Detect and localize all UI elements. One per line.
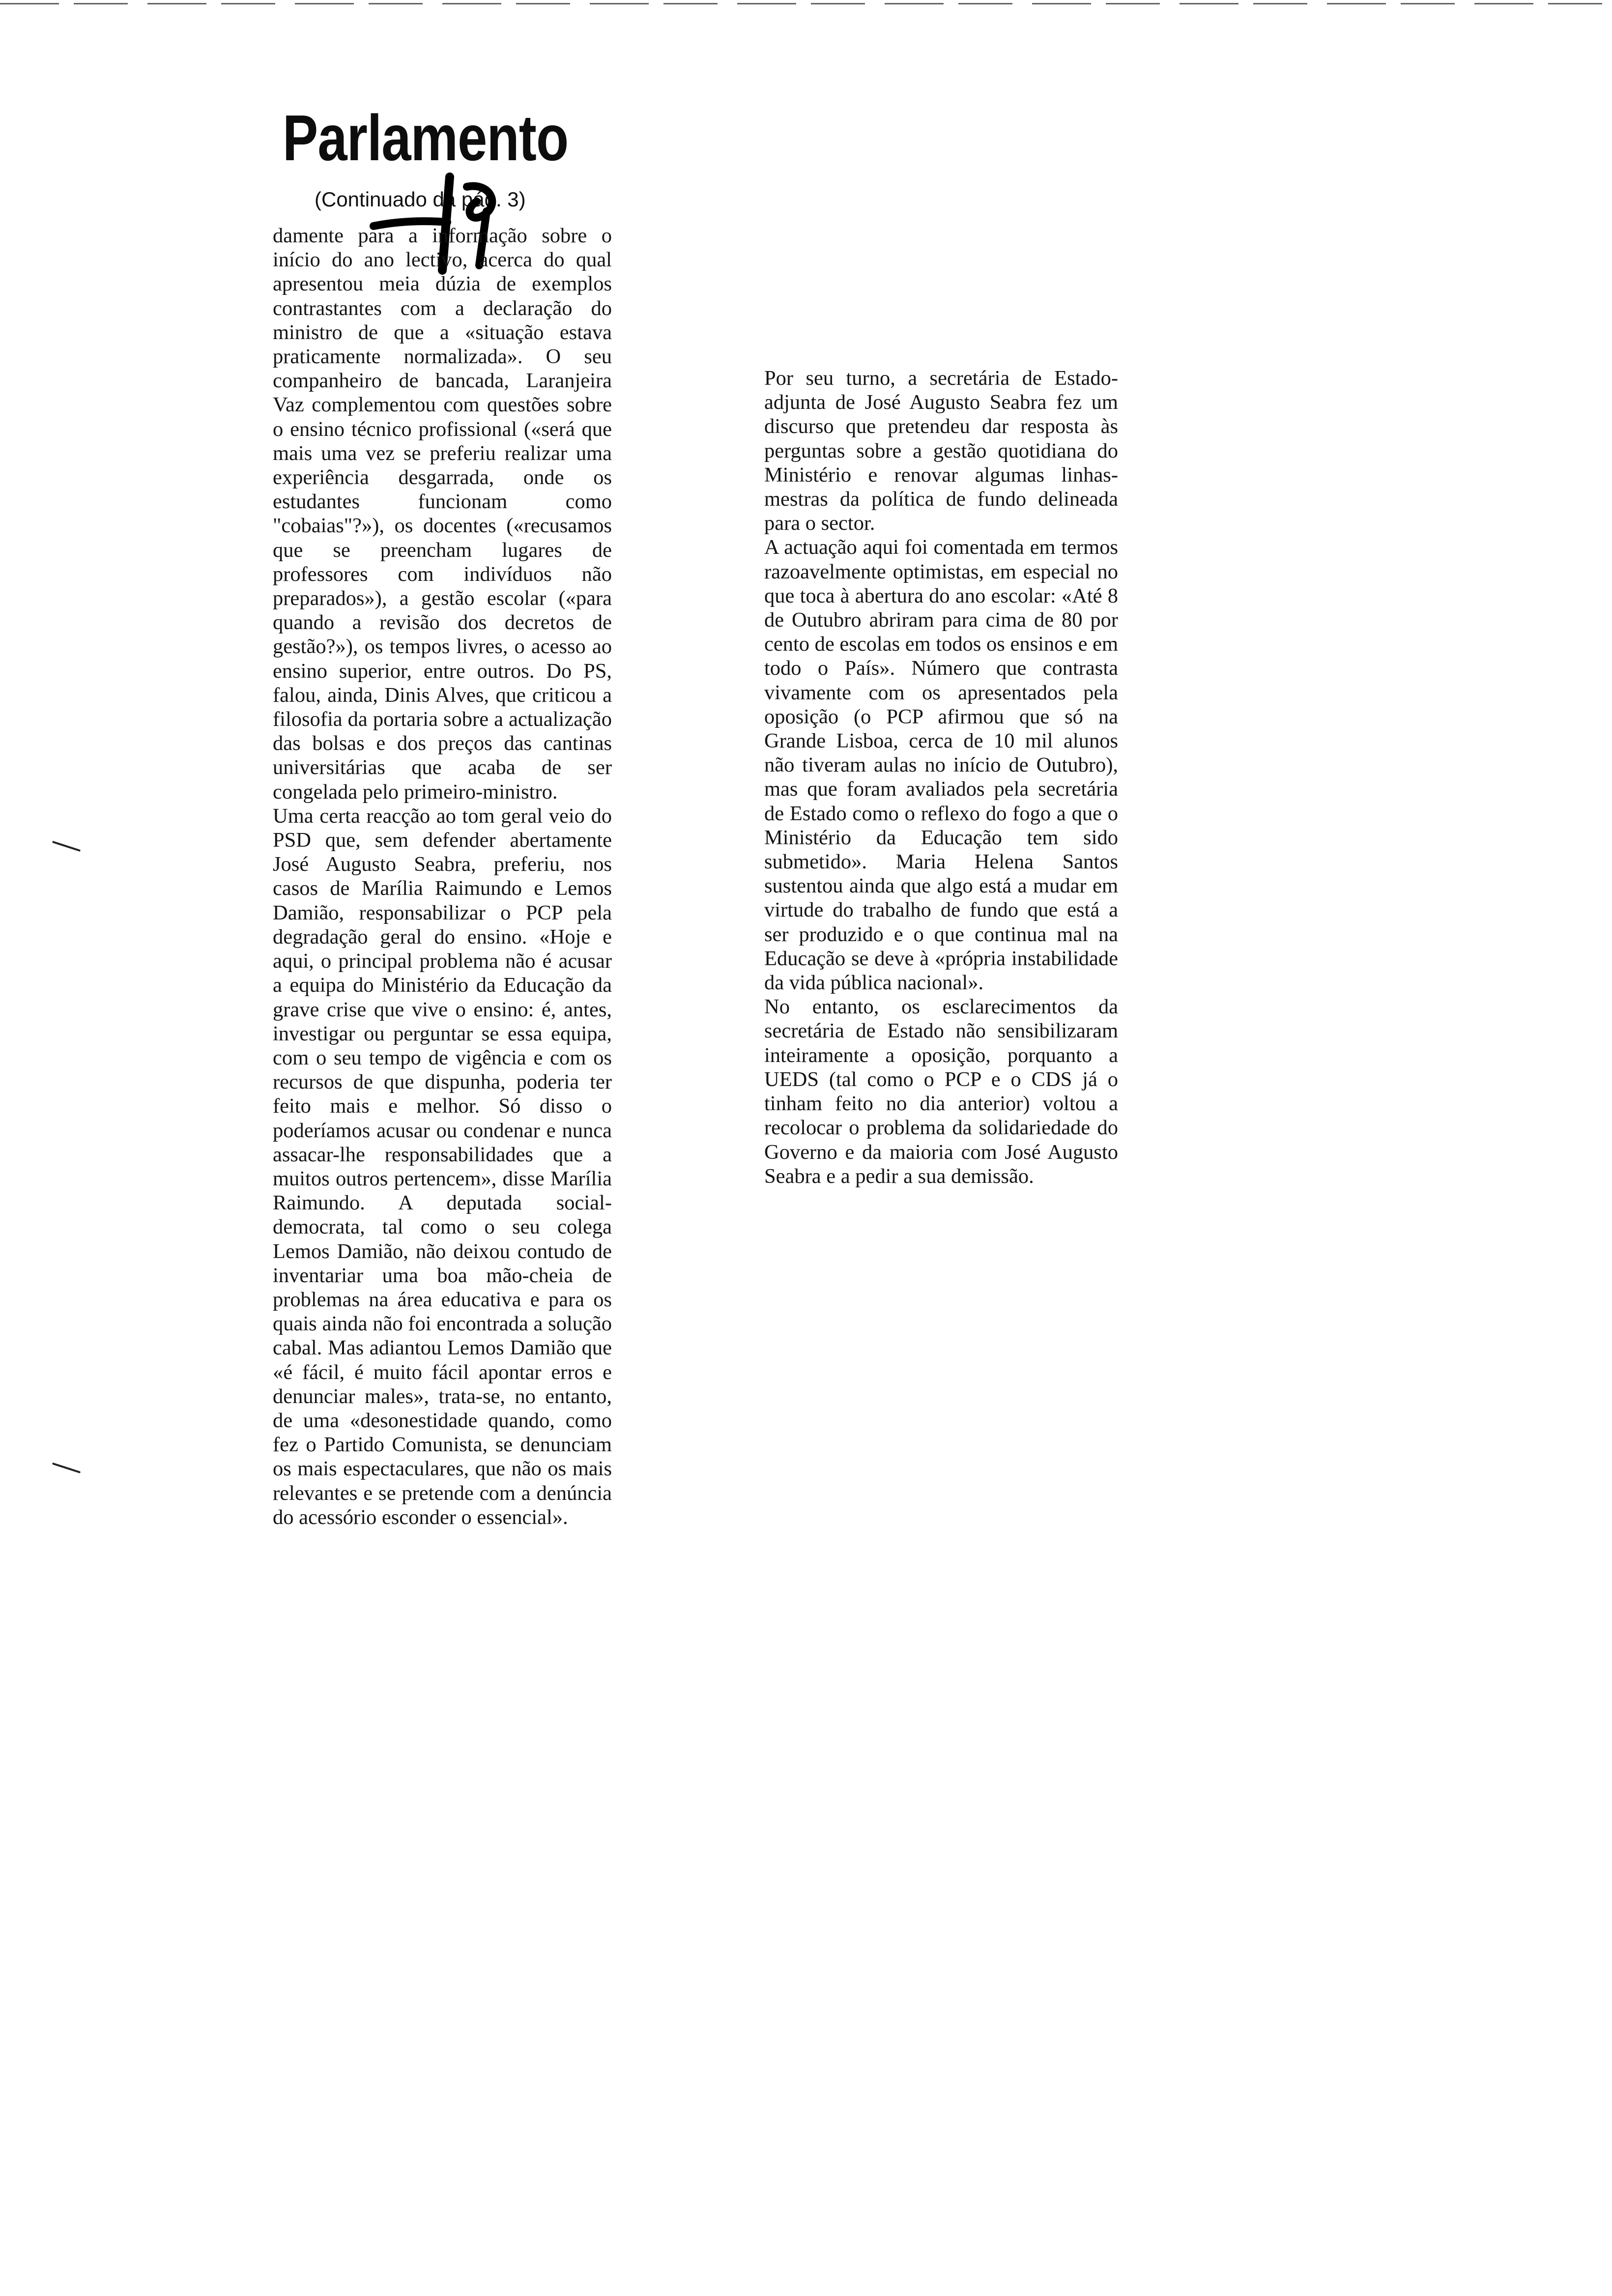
right-column-text: Por seu turno, a secretária de Estado-adjunta de José Augusto Seabra fez um discurso que pretendeu dar resposta às perguntas sobre a gestão quotidiana do Ministério e renovar algumas linhas-mestras da política de fundo delineada para o sector. A actuação aqui foi comentada em termos razoavelmente optimistas, em especial no que toca à abertura do ano escolar: «Até 8 de Outubro abriram para cima de 80 por cento de escolas em todos os ensinos e em todo o País». Número que contrasta vivamente com os apresentados pela oposição (o PCP afirmou que só na Grande Lisboa, cerca de 10 mil alunos não tiveram aulas no início de Outubro), mas que foram avaliados pela secretária de Estado como o reflexo do fogo a que o Ministério da Educação tem sido submetido». Maria Helena Santos sustentou ainda que algo está a mudar em virtude do trabalho de fundo que está a ser produzido e o que continua mal na Educação se deve à «própria instabilidade da vida pública nacional». No entanto, os esclarecimentos da secretária de Estado não sensibilizaram inteiramente a oposição, porquanto a UEDS (tal como o PCP e o CDS já o tinham feito no dia anterior) voltou a recolocar o problema da solidariedade do Governo e da maioria com José Augusto Seabra e a pedir a sua demissão. [764, 367, 1118, 1188]
left-column-text: damente para a informação sobre o início do ano lectivo, acerca do qual apresentou meia dúzia de exemplos contrastantes com a declaração do ministro de que a «situação estava praticamente normalizada». O seu companheiro de bancada, Laranjeira Vaz complementou com questões sobre o ensino técnico profissional («será que mais uma vez se preferiu realizar uma experiência desgarrada, onde os estudantes funcionam como "cobaias"?»), os docentes («recusamos que se preencham lugares de professores com indivíduos não preparados»), a gestão escolar («para quando a revisão dos decretos de gestão?»), os tempos livres, o acesso ao ensino superior, entre outros. Do PS, falou, ainda, Dinis Alves, que criticou a filosofia da portaria sobre a actualização das bolsas e dos preços das cantinas universitárias que acaba de ser congelada pelo primeiro-ministro. Uma certa reacção ao tom geral veio do PSD que, sem defender abertamente José Augusto Seabra, preferiu, nos casos de Marília Raimundo e Lemos Damião, responsabilizar o PCP pela degradação geral do ensino. «Hoje e aqui, o principal problema não é acusar a equipa do Ministério da Educação da grave crise que vive o ensino: é, antes, investigar ou perguntar se essa equipa, com o seu tempo de vigência e com os recursos de que dispunha, poderia ter feito mais e melhor. Só disso o poderíamos acusar ou condenar e nunca assacar-lhe responsabilidades que a muitos outros pertencem», disse Marília Raimundo. A deputada social-democrata, tal como o seu colega Lemos Damião, não deixou contudo de inventariar uma boa mão-cheia de problemas na área educativa e para os quais ainda não foi encontrada a solução cabal. Mas adiantou Lemos Damião que «é fácil, é muito fácil apontar erros e denunciar males», trata-se, no entanto, de uma «desonestidade quando, como fez o Partido Comunista, se denunciam os mais espectaculares, que não os mais relevantes e se pretende com a denúncia do acessório esconder o essencial». [273, 224, 612, 1529]
scan-speck-mark [52, 1463, 81, 1473]
scan-speck-mark [52, 841, 81, 852]
continued-from-note: (Continuado da pág. 3) [315, 188, 526, 211]
scan-edge-line [0, 3, 1612, 4]
article-headline: Parlamento [283, 102, 569, 174]
